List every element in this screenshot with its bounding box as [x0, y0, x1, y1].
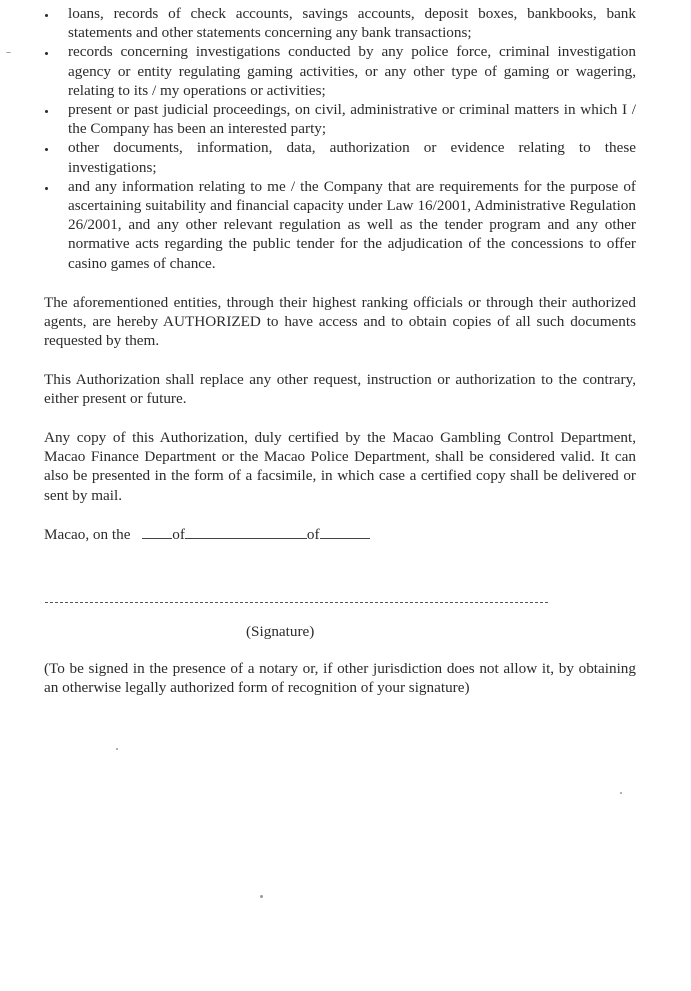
bullet-icon	[45, 110, 48, 113]
bullet-text: records concerning investigations conducted by any police force, criminal investigation agency or entity regulating gaming activities, or any other type of gaming or wagering, relating to its / my operations or activities;	[68, 43, 636, 99]
scan-speck	[116, 748, 118, 750]
date-prefix: Macao, on the	[44, 526, 131, 543]
bullet-text: loans, records of check accounts, savings accounts, deposit boxes, bankbooks, bank statements and other statements concerning any bank transactions;	[68, 5, 636, 42]
bullet-item	[0, 4, 691, 42]
scan-speck	[6, 52, 11, 53]
date-of-2: of	[306, 526, 320, 543]
bullet-icon	[45, 14, 48, 17]
year-blank	[320, 526, 370, 539]
month-blank	[185, 526, 307, 539]
bullet-text: present or past judicial proceedings, on civil, administrative or criminal matters in which I / the Company has been an interested party;	[68, 101, 636, 138]
bullet-icon	[45, 52, 48, 55]
bullet-text: and any information relating to me / the Company that are requirements for the purpose of ascertaining suitability and financial capacity under Law 16/2001, Administrative Regulation 26/2001, and any other relevant regulation as well as the tender program and any other normative acts regarding the public tender for the adjudication of the concessions to offer casino games of chance.	[68, 177, 636, 272]
bullet-icon	[45, 187, 48, 190]
signature-label: (Signature)	[246, 623, 315, 640]
bullet-item	[0, 42, 691, 100]
date-line	[44, 525, 370, 544]
scan-speck	[260, 895, 263, 898]
bullet-list	[0, 4, 691, 273]
bullet-item	[0, 177, 691, 273]
date-of-1: of	[172, 526, 185, 543]
certified-copy-paragraph: Any copy of this Authorization, duly certified by the Macao Gambling Control Department, Macao Finance Department or the Macao Police Department, shall be considered valid. It can also be presented in the form of a facsimile, in which case a certified copy shall be delivered or sent by mail.	[44, 429, 636, 504]
notary-note: (To be signed in the presence of a notary or, if other jurisdiction does not allow it, by obtaining an otherwise legally authorized form of recognition of your signature)	[44, 660, 636, 697]
scan-speck	[620, 792, 622, 794]
day-blank	[142, 526, 172, 539]
bullet-item	[0, 100, 691, 138]
signature-line	[45, 602, 548, 603]
bullet-text: other documents, information, data, authorization or evidence relating to these investigations;	[68, 139, 636, 176]
authorization-paragraph: The aforementioned entities, through their highest ranking officials or through their authorized agents, are hereby AUTHORIZED to have access and to obtain copies of all such documents requested by them.	[44, 294, 636, 350]
replacement-paragraph: This Authorization shall replace any other request, instruction or authorization to the contrary, either present or future.	[44, 371, 636, 408]
bullet-item	[0, 138, 691, 176]
bullet-icon	[45, 148, 48, 151]
